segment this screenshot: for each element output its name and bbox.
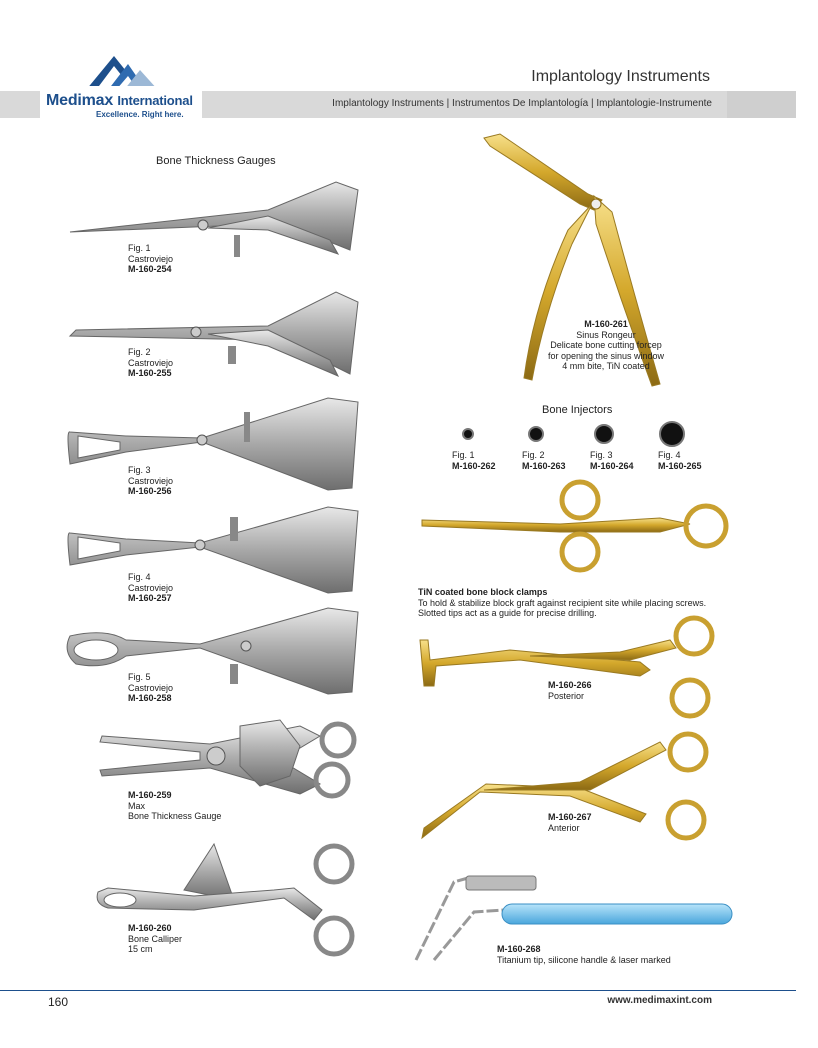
product-code: M-160-264 xyxy=(590,460,634,471)
product-name: Sinus Rongeur xyxy=(576,329,636,340)
anterior-clamp-image xyxy=(420,732,720,852)
product-code: M-160-262 xyxy=(452,460,496,471)
injector-dots xyxy=(450,420,700,450)
product-name: Castroviejo xyxy=(128,253,174,264)
product-name: Max xyxy=(128,800,146,811)
product-name: Castroviejo xyxy=(128,682,174,693)
posterior-clamp-image xyxy=(420,616,720,718)
fig-label: Fig. 4 xyxy=(128,572,151,582)
injector-fig2-dot xyxy=(529,427,543,441)
product-code: M-160-261 xyxy=(584,319,628,329)
product-code: M-160-263 xyxy=(522,460,566,471)
rongeur-caption xyxy=(542,319,670,372)
brand-tagline: Excellence. Right here. xyxy=(96,110,184,119)
product-code: M-160-257 xyxy=(128,593,172,603)
product-code: M-160-267 xyxy=(548,812,592,822)
gauge-fig3-image xyxy=(66,392,358,492)
product-code: M-160-266 xyxy=(548,680,592,690)
page-number: 160 xyxy=(48,995,69,1009)
injector-fig1-dot xyxy=(463,429,473,439)
bone-caliper-caption xyxy=(128,923,182,955)
product-code: M-160-268 xyxy=(497,944,541,954)
gauge-fig1-caption xyxy=(128,243,173,275)
brand-name xyxy=(46,92,193,110)
product-desc: 15 cm xyxy=(128,944,153,954)
bone-gauges-title: Bone Thickness Gauges xyxy=(156,155,276,167)
max-gauge-caption xyxy=(128,790,221,822)
anterior-caption xyxy=(548,812,592,833)
injector-fig4-dot xyxy=(660,422,684,446)
fig-label: Fig. 1 xyxy=(128,243,151,253)
gauge-fig4-caption xyxy=(128,572,173,604)
product-code: M-160-260 xyxy=(128,923,172,933)
fig-label: Fig. 3 xyxy=(128,465,151,475)
fig-label: Fig. 4 xyxy=(658,450,681,460)
clamps-description xyxy=(418,587,706,619)
bone-block-clamp-image xyxy=(420,480,732,572)
gauge-fig5-image xyxy=(66,606,358,696)
clamps-line: To hold & stabilize block graft against recipient site while placing screws. xyxy=(418,597,707,608)
injector-fig4-caption xyxy=(658,450,702,471)
gauge-fig2-caption xyxy=(128,347,173,379)
product-name: Posterior xyxy=(548,690,585,701)
page-subtitle: Implantology Instruments | Instrumentos De Implantología | Implantologie-Instrumente xyxy=(332,98,712,109)
gauge-fig4-image xyxy=(66,505,358,595)
injector-fig1-caption xyxy=(452,450,496,471)
product-name: Bone Calliper xyxy=(128,933,183,944)
injector-fig3-caption xyxy=(590,450,634,471)
product-name: Anterior xyxy=(548,822,580,833)
footer-divider xyxy=(0,990,796,991)
gauge-fig1-image xyxy=(68,180,358,270)
product-name: Castroviejo xyxy=(128,357,174,368)
fig-label: Fig. 2 xyxy=(522,450,545,460)
fig-label: Fig. 5 xyxy=(128,672,151,682)
product-code: M-160-255 xyxy=(128,368,172,378)
brand-main: Medimax xyxy=(46,92,114,109)
fig-label: Fig. 2 xyxy=(128,347,151,357)
product-name: Castroviejo xyxy=(128,582,174,593)
header-band-accent xyxy=(727,91,796,118)
brand-sub: International xyxy=(117,93,193,108)
product-desc: for opening the sinus window xyxy=(547,350,665,361)
clamps-title: TiN coated bone block clamps xyxy=(418,587,548,597)
page-title: Implantology Instruments xyxy=(531,68,710,85)
gauge-fig2-image xyxy=(68,290,358,380)
product-code: M-160-259 xyxy=(128,790,172,800)
gauge-fig3-caption xyxy=(128,465,173,497)
product-code: M-160-254 xyxy=(128,264,172,274)
bone-injectors-title: Bone Injectors xyxy=(542,404,613,416)
injector-fig3-dot xyxy=(595,425,613,443)
product-code: M-160-265 xyxy=(658,460,702,471)
product-code: M-160-258 xyxy=(128,693,172,703)
product-desc: Bone Thickness Gauge xyxy=(128,811,222,821)
fig-label: Fig. 1 xyxy=(452,450,475,460)
injector-fig2-caption xyxy=(522,450,566,471)
posterior-caption xyxy=(548,680,592,701)
product-desc: Delicate bone cutting forcep xyxy=(550,340,662,350)
website-link[interactable]: www.medimaxint.com xyxy=(607,995,712,1006)
product-desc: 4 mm bite, TiN coated xyxy=(562,361,650,371)
fig-label: Fig. 3 xyxy=(590,450,613,460)
product-desc: Titanium tip, silicone handle & laser marked xyxy=(497,954,671,965)
product-name: Castroviejo xyxy=(128,475,174,486)
product-code: M-160-256 xyxy=(128,486,172,496)
gauge-fig5-caption xyxy=(128,672,173,704)
titanium-caption xyxy=(497,944,671,965)
clamps-line: Slotted tips act as a guide for precise drilling. xyxy=(418,608,597,618)
